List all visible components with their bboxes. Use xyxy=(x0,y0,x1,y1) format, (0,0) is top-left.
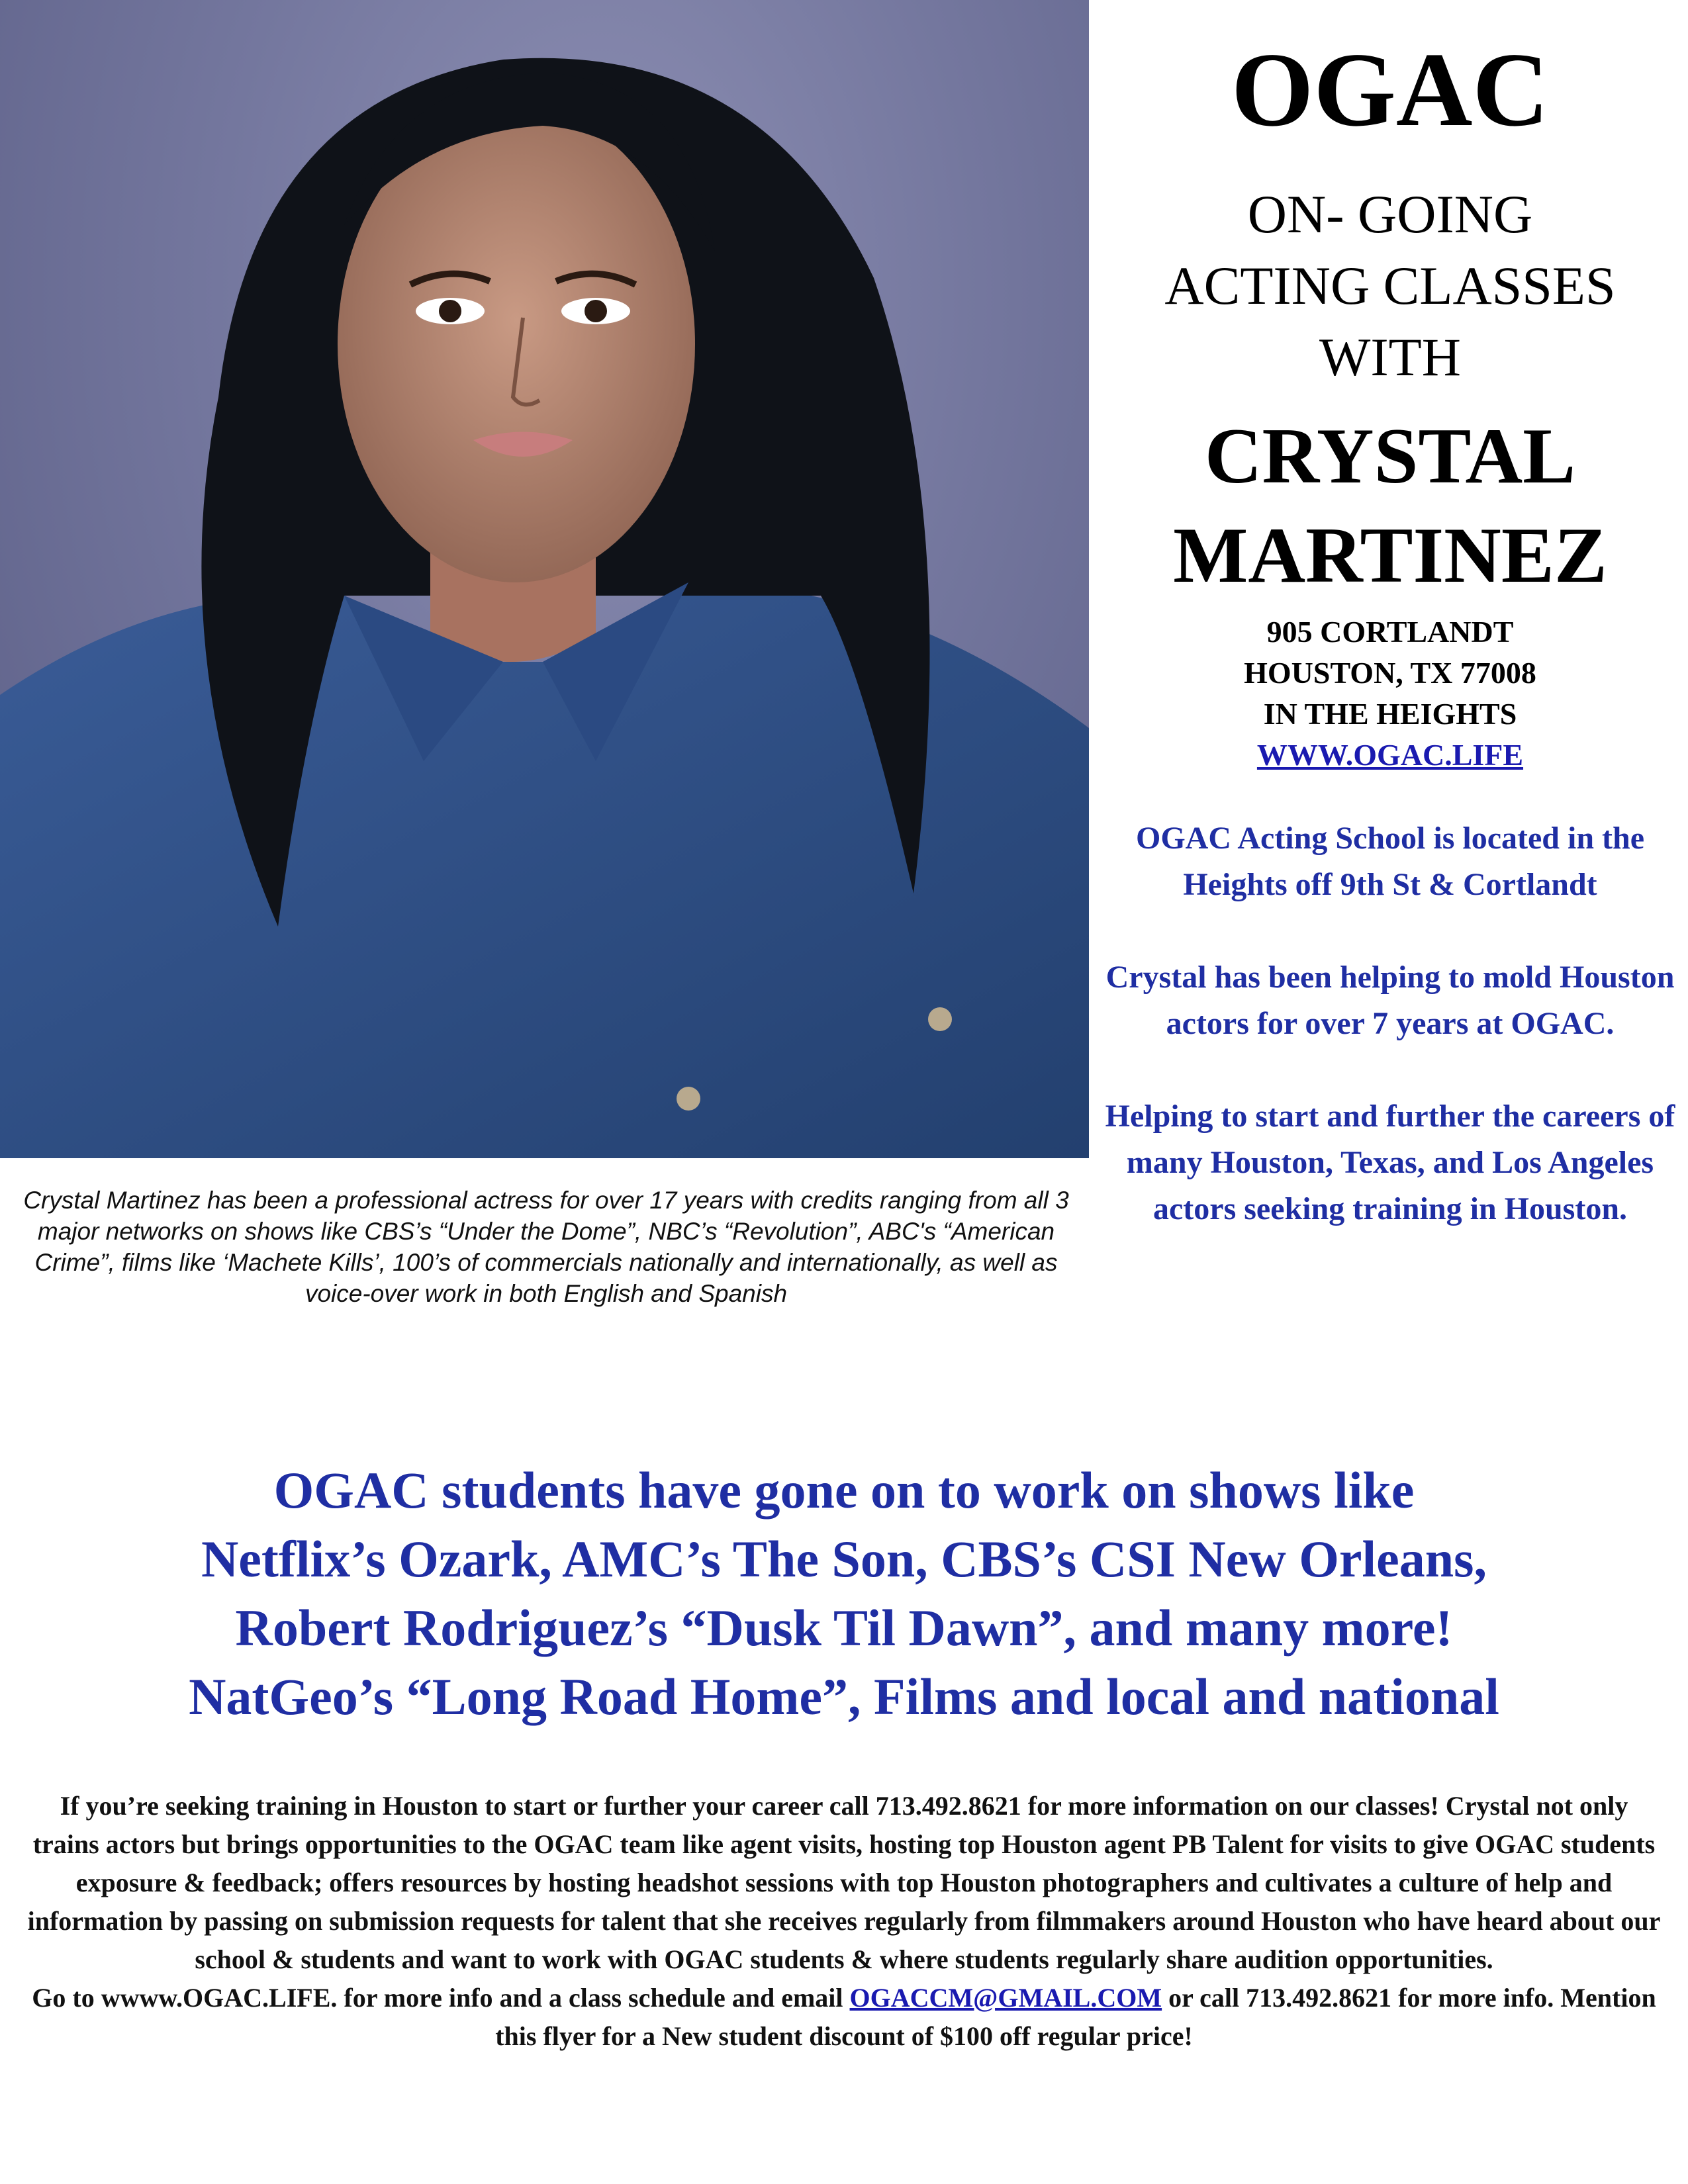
training-description: If you’re seeking training in Houston to start or further your career call 713.492.8621 for more information on our classes! Crystal not only trains actors but brings opportunities to the OGAC team like agent visits, hosting top Houston agent PB Talent for visits to give OGAC students exposure & feedback; offers resources by hosting headshot sessions with top Houston photographers and cultivates a culture of help and information by passing on submission requests for talent that she receives regularly from filmmakers around Houston who have heard about our school & students and want to work with OGAC students & where students regularly share audition opportunities. xyxy=(27,1791,1661,1974)
headline-line-2: Netflix’s Ozark, AMC’s The Son, CBS’s CSI New Orleans, xyxy=(201,1530,1487,1588)
address-area: IN THE HEIGHTS xyxy=(1263,697,1517,731)
cta-before-email: Go to wwww.OGAC.LIFE. for more info and a class schedule and email xyxy=(32,1983,843,2013)
info-location: OGAC Acting School is located in the Heights off 9th St & Cortlandt xyxy=(1135,821,1645,902)
address-city: HOUSTON, TX 77008 xyxy=(1244,656,1536,690)
brand-title: OGAC xyxy=(1231,30,1549,148)
student-credits-headline xyxy=(20,1456,1668,1731)
instructor-first-name: CRYSTAL xyxy=(1204,412,1576,500)
header-column xyxy=(1092,26,1688,1232)
instructor-last-name: MARTINEZ xyxy=(1173,511,1607,599)
body-copy xyxy=(26,1787,1662,2056)
headline-line-4: NatGeo’s “Long Road Home”, Films and local and national xyxy=(189,1668,1499,1725)
email-link[interactable]: OGACCM@GMAIL.COM xyxy=(849,1983,1162,2013)
website-link[interactable]: WWW.OGAC.LIFE xyxy=(1256,738,1524,772)
subtitle-line-3: WITH xyxy=(1319,327,1461,387)
info-careers: Helping to start and further the careers of many Houston, Texas, and Los Angeles actors seeking training in Houston. xyxy=(1105,1099,1675,1226)
subtitle-line-2: ACTING CLASSES xyxy=(1164,255,1616,316)
cta-after-email: or call 713.492.8621 for more info. Mention this flyer for a New student discount of $100 off regular price! xyxy=(495,1983,1656,2051)
photo-caption: Crystal Martinez has been a professional actress for over 17 years with credits ranging from all 3 major networks on shows like CBS’s “Under the Dome”, NBC’s “Revolution”, ABC's “American Crime”, films like ‘Machete Kills’, 100’s of commercials nationally and internationally, as well as voice-over work in both English and Spanish xyxy=(23,1187,1069,1307)
subtitle-line-1: ON- GOING xyxy=(1247,184,1533,244)
headline-line-1: OGAC students have gone on to work on shows like xyxy=(273,1461,1415,1519)
info-experience: Crystal has been helping to mold Houston actors for over 7 years at OGAC. xyxy=(1105,960,1675,1041)
address-street: 905 CORTLANDT xyxy=(1266,615,1514,649)
call-to-action xyxy=(26,1979,1662,2056)
portrait-photo xyxy=(0,0,1089,1158)
portrait-illustration xyxy=(0,0,1089,1158)
headline-line-3: Robert Rodriguez’s “Dusk Til Dawn”, and many more! xyxy=(235,1599,1453,1657)
